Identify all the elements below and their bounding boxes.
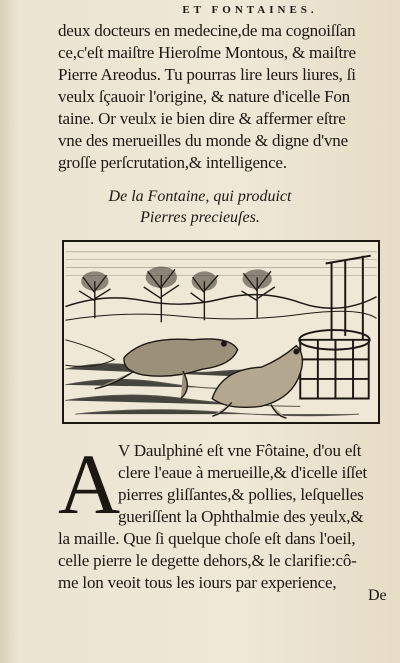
text-line: clere l'eaue à merueille,& d'icelle iſſet — [118, 463, 368, 482]
text-line: V Daulphiné eſt vne Fôtaine, d'ou eſt — [118, 441, 362, 460]
text-line: pierres gliſſantes,& pollies, leſquelles — [118, 485, 364, 504]
text-line: Pierre Areodus. Tu pourras lire leurs liures, ſi — [58, 65, 356, 84]
section-caption-line: Pierres precieuſes. — [140, 209, 260, 226]
text-line: la maille. Que ſi quelque choſe eſt dans l'oeil, — [58, 529, 356, 548]
drop-cap-initial: A — [58, 436, 121, 532]
woodcut-illustration — [62, 240, 380, 424]
text-line: veulx ſçauoir l'origine, & nature d'icelle Fon — [58, 87, 350, 106]
text-line: taine. Or veulx ie bien dire & affermer eſtre — [58, 109, 346, 128]
text-line: vne des merueilles du monde & digne d'vne — [58, 131, 348, 150]
running-head: ET FONTAINES. — [182, 4, 318, 16]
text-line: gueriſſent la Ophthalmie des yeulx,& — [118, 507, 364, 526]
text-line: me lon veoit tous les iours par experience, — [58, 573, 337, 592]
section-caption-line: De la Fontaine, qui produict — [108, 188, 292, 205]
text-line: deux docteurs en medecine,de ma cognoiſſan — [58, 21, 356, 40]
text-line: ce,c'eſt maiſtre Hieroſme Montous, & maiſtre — [58, 43, 356, 62]
text-line: groſſe perſcrutation,& intelligence. — [58, 153, 287, 172]
catchword: De — [368, 587, 387, 604]
text-line: celle pierre le degette dehors,& le clarifie:cô- — [58, 551, 357, 570]
